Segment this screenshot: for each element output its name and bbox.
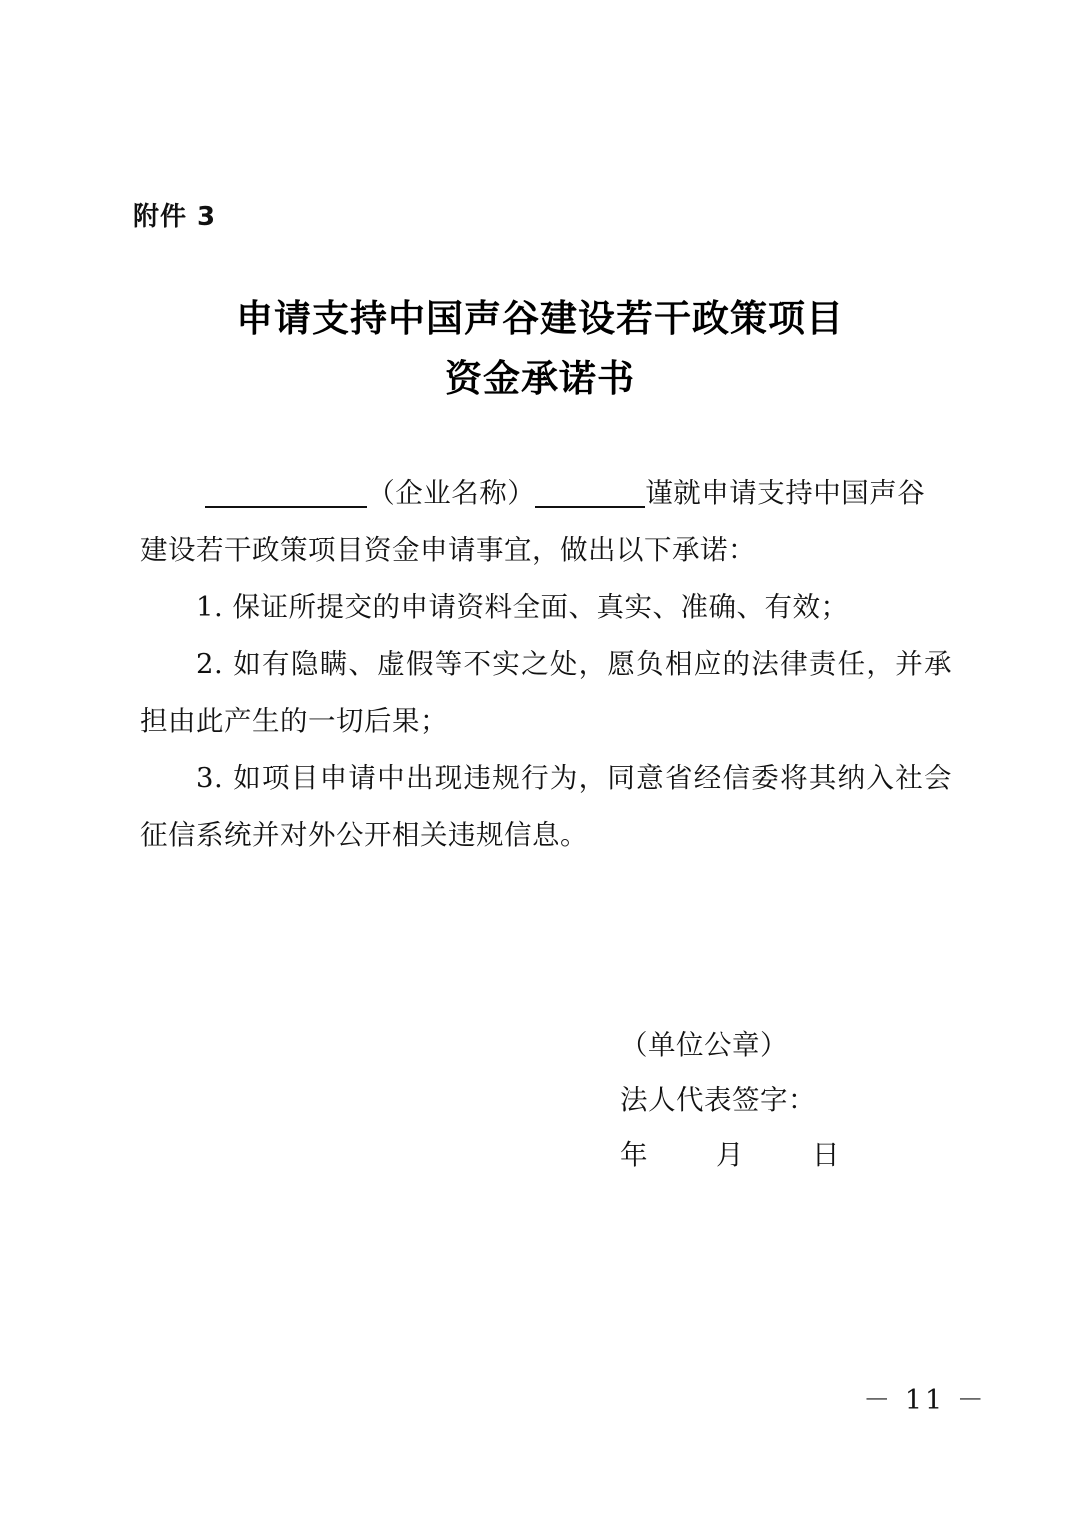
date-line[interactable] (620, 1128, 852, 1183)
commitment-text-3: 3. 如项目申请中出现违规行为，同意省经信委将其纳入社会征信系统并对外公开相关违规信息。 (140, 762, 952, 851)
commitment-item-1 (140, 579, 952, 636)
commitment-item-3 (140, 750, 952, 864)
intro-after-blank: 谨就申请支持中国声谷 (645, 477, 926, 509)
page-number: － 11 － (863, 1385, 987, 1416)
legal-representative-signature-label[interactable]: 法人代表签字： (620, 1084, 816, 1116)
document-body (140, 465, 952, 864)
intro-line-2: 建设若干政策项目资金申请事宜，做出以下承诺： (140, 534, 756, 566)
commitment-text-1: 1. 保证所提交的申请资料全面、真实、准确、有效； (196, 591, 849, 623)
commitment-item-2 (140, 636, 952, 750)
company-name-hint: （企业名称） (367, 477, 536, 509)
title-line-2: 资金承诺书 (445, 356, 635, 400)
commitment-text-2: 2. 如有隐瞒、虚假等不实之处，愿负相应的法律责任，并承担由此产生的一切后果； (140, 648, 952, 737)
title-line-1: 申请支持中国声谷建设若干政策项目 (236, 296, 844, 340)
date-year-label: 年 (620, 1139, 648, 1171)
page-title (0, 288, 1080, 408)
date-month-label: 月 (716, 1139, 744, 1171)
date-day-label: 日 (812, 1139, 840, 1171)
intro-paragraph-line2 (140, 522, 952, 579)
intro-paragraph (140, 465, 952, 522)
company-name-blank-left[interactable] (205, 476, 367, 508)
signature-block (620, 1018, 852, 1183)
attachment-label: 附件 3 (133, 202, 217, 232)
company-name-blank-right[interactable] (535, 476, 645, 508)
official-seal-label: （单位公章） (620, 1029, 788, 1061)
